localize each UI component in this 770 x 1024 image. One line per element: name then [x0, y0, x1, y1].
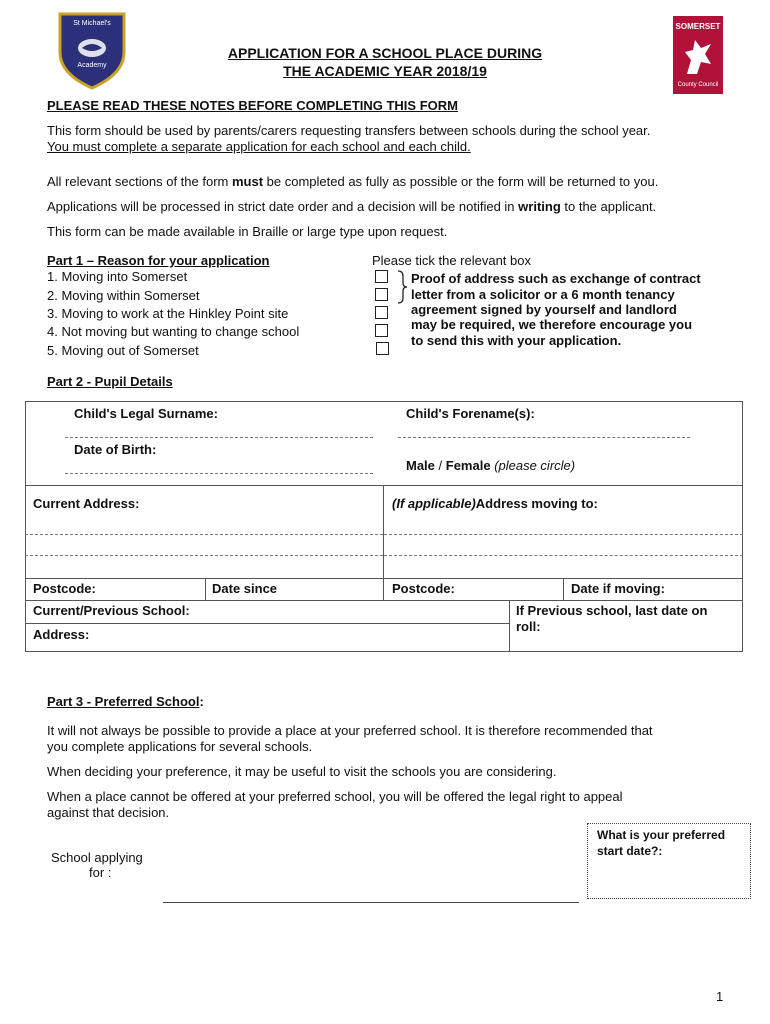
proof-note-line-4: may be required, we therefore encourage you	[411, 317, 693, 332]
surname-input-line[interactable]	[65, 437, 373, 438]
part3-heading-colon: :	[199, 694, 204, 709]
notes-heading: PLEASE READ THESE NOTES BEFORE COMPLETING THIS FORM	[47, 98, 458, 113]
notes-p3-bold: writing	[518, 199, 561, 214]
table-divider	[25, 578, 743, 579]
notes-paragraph-4: This form can be made available in Braille or large type upon request.	[47, 224, 448, 239]
dob-label: Date of Birth:	[74, 442, 157, 457]
postcode-column-divider	[563, 578, 564, 600]
current-address-line-1[interactable]	[25, 534, 383, 535]
curly-brace-icon	[394, 270, 408, 304]
part3-paragraph-2: When deciding your preference, it may be useful to visit the schools you are considering.	[47, 764, 557, 779]
forename-label: Child's Forename(s):	[406, 406, 535, 421]
sex-female-option[interactable]: Female	[445, 458, 491, 473]
school-label: Current/Previous School:	[33, 603, 190, 618]
sex-selector	[406, 458, 575, 474]
reason-item-5: 5. Moving out of Somerset	[47, 343, 199, 358]
moving-address-line-1[interactable]	[384, 534, 743, 535]
moving-address-line-2[interactable]	[384, 555, 743, 556]
dob-input-line[interactable]	[65, 473, 373, 474]
part3-paragraph-1-line-2: you complete applications for several schools.	[47, 739, 313, 754]
reason-item-4: 4. Not moving but wanting to change school	[47, 324, 300, 339]
notes-paragraph-3	[47, 199, 656, 215]
school-logo-academy: Academy	[77, 62, 107, 69]
notes-paragraph-2	[47, 174, 658, 190]
postcode-column-divider	[205, 578, 206, 600]
proof-note-line-1: Proof of address such as exchange of contract	[411, 271, 701, 286]
start-date-label-1: What is your preferred	[597, 828, 726, 842]
address-column-divider	[383, 485, 384, 600]
school-applying-label-1: School applying	[51, 850, 143, 865]
current-address-line-2[interactable]	[25, 555, 383, 556]
part3-heading	[47, 694, 204, 710]
part2-heading: Part 2 - Pupil Details	[47, 374, 173, 389]
school-column-divider	[509, 600, 510, 651]
tick-instruction: Please tick the relevant box	[372, 253, 531, 268]
part3-paragraph-3-line-1: When a place cannot be offered at your preferred school, you will be offered the legal right to appeal	[47, 789, 623, 804]
page-number: 1	[716, 989, 724, 1004]
table-divider	[25, 623, 509, 624]
moving-address-label	[392, 496, 598, 512]
moving-address-applicable: (If applicable)	[392, 496, 476, 511]
sex-separator: /	[434, 458, 446, 473]
start-date-label-2: start date?:	[597, 844, 663, 858]
date-moving-label: Date if moving:	[571, 581, 665, 596]
school-address-label: Address:	[33, 627, 90, 642]
notes-p2-bold: must	[231, 174, 264, 189]
last-date-label-2: roll:	[516, 619, 541, 634]
last-date-label-1: If Previous school, last date on	[516, 603, 708, 618]
notes-p2-pre: All relevant sections of the form	[47, 174, 232, 189]
surname-label: Child's Legal Surname:	[74, 406, 218, 421]
notes-p2-post: be completed as fully as possible or the form will be returned to you.	[263, 174, 659, 189]
current-address-label: Current Address:	[33, 496, 140, 511]
reason-checkbox-1[interactable]	[375, 270, 388, 283]
reason-item-1: 1. Moving into Somerset	[47, 269, 188, 284]
sex-note: (please circle)	[494, 458, 576, 473]
date-since-label: Date since	[212, 581, 278, 596]
table-divider	[25, 600, 743, 601]
postcode-label: Postcode:	[33, 581, 96, 596]
table-divider	[25, 485, 743, 486]
page-title-line2: THE ACADEMIC YEAR 2018/19	[283, 63, 487, 79]
part3-paragraph-1-line-1: It will not always be possible to provide a place at your preferred school. It is therefore recommended that	[47, 723, 653, 738]
sex-male-option[interactable]: Male	[406, 458, 435, 473]
reason-item-3: 3. Moving to work at the Hinkley Point site	[47, 306, 289, 321]
school-applying-input-line[interactable]	[163, 902, 579, 903]
notes-paragraph-1-underlined: You must complete a separate application for each school and each child.	[47, 139, 471, 154]
council-logo-name: SOMERSET	[675, 22, 721, 31]
page-title-line1: APPLICATION FOR A SCHOOL PLACE DURING	[227, 45, 543, 61]
notes-p3-post: to the applicant.	[560, 199, 657, 214]
part3-heading-text: Part 3 - Preferred School	[47, 694, 200, 709]
forename-input-line[interactable]	[398, 437, 690, 438]
postcode-moving-label: Postcode:	[392, 581, 455, 596]
notes-paragraph-1: This form should be used by parents/carers requesting transfers between schools during the school year.	[47, 123, 651, 138]
reason-checkbox-5[interactable]	[376, 342, 389, 355]
council-logo-sub: County Council	[677, 82, 719, 88]
part1-heading: Part 1 – Reason for your application	[47, 253, 270, 268]
school-applying-label-2: for :	[89, 865, 112, 880]
proof-note-line-2: letter from a solicitor or a 6 month tenancy	[411, 287, 675, 302]
proof-note-line-5: to send this with your application.	[411, 333, 622, 348]
reason-checkbox-3[interactable]	[375, 306, 388, 319]
notes-p3-pre: Applications will be processed in strict date order and a decision will be notified in	[47, 199, 519, 214]
part3-paragraph-3-line-2: against that decision.	[47, 805, 170, 820]
reason-checkbox-2[interactable]	[375, 288, 388, 301]
proof-note-line-3: agreement signed by yourself and landlord	[411, 302, 677, 317]
reason-checkbox-4[interactable]	[375, 324, 388, 337]
school-logo-name: St Michael's	[73, 20, 111, 27]
moving-address-text: Address moving to:	[475, 496, 598, 511]
reason-item-2: 2. Moving within Somerset	[47, 288, 200, 303]
